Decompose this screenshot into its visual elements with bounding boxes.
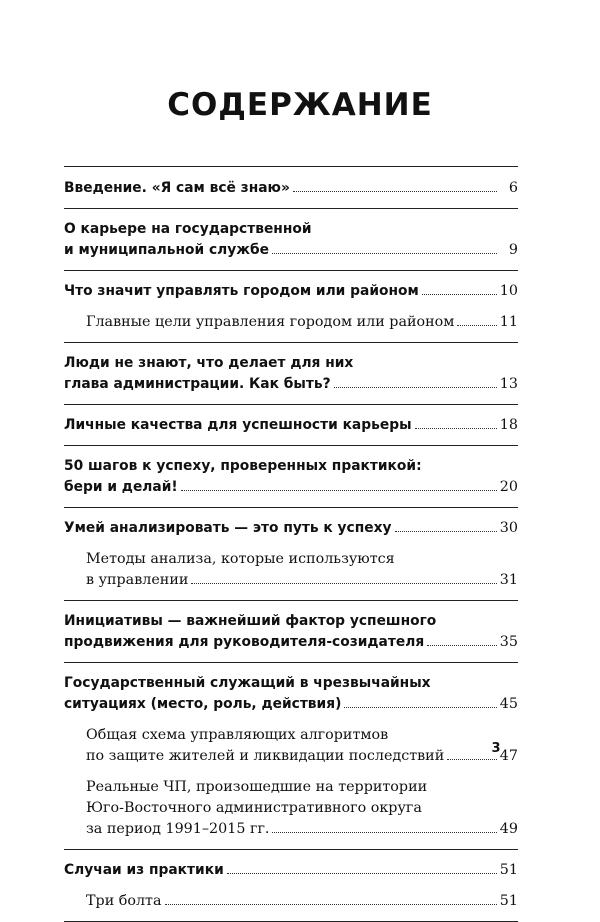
toc-section: [64, 850, 518, 922]
dot-leader: [422, 294, 497, 295]
toc-page-number: 9: [508, 242, 518, 258]
toc-entry-text: Главные цели управления городом или районом: [86, 314, 455, 330]
toc-page-number: 47: [499, 748, 518, 764]
toc-entry-text: продвижения для руководителя-созидателя: [64, 634, 425, 650]
toc-entry-text: О карьере на государственной: [64, 221, 312, 237]
toc-section: [64, 508, 518, 601]
toc-entry-text: Три болта: [86, 893, 162, 909]
dot-leader: [293, 191, 497, 192]
toc-entry-text: по защите жителей и ликвидации последствий: [86, 748, 445, 764]
toc-entry-text: и муниципальной службе: [64, 242, 269, 258]
toc-page-number: 31: [499, 572, 518, 588]
toc-subsection[interactable]: [64, 891, 518, 912]
top-rule: [64, 166, 518, 167]
toc-section: [64, 405, 518, 446]
toc-entry-text: Методы анализа, которые используются: [86, 551, 395, 567]
toc-page-number: 18: [499, 417, 518, 433]
toc-entry-text: Умей анализировать — это путь к успеху: [64, 520, 392, 536]
page-title: СОДЕРЖАНИЕ: [167, 87, 433, 123]
dot-leader: [227, 873, 497, 874]
dot-leader: [447, 759, 497, 760]
toc-section: [64, 178, 518, 209]
dot-leader: [272, 253, 497, 254]
toc-chapter[interactable]: [64, 860, 518, 881]
dot-leader: [272, 832, 496, 833]
toc-section: [64, 663, 518, 850]
toc-entry-text: Введение. «Я сам всё знаю»: [64, 180, 290, 196]
toc-subsection[interactable]: [64, 549, 518, 591]
dot-leader: [181, 490, 497, 491]
toc-chapter[interactable]: [64, 518, 518, 539]
toc-section: [64, 271, 518, 343]
toc-entry-text: Государственный служащий в чрезвычайных: [64, 675, 431, 691]
dot-leader: [415, 428, 497, 429]
toc-page-number: 49: [499, 821, 518, 837]
dot-leader: [165, 904, 497, 905]
toc-chapter[interactable]: [64, 673, 518, 715]
toc-page-number: 30: [499, 520, 518, 536]
toc-chapter[interactable]: [64, 178, 518, 199]
toc-page-number: 10: [499, 283, 518, 299]
dot-leader: [395, 531, 497, 532]
toc-page-number: 35: [499, 634, 518, 650]
toc-entry-text: Что значит управлять городом или районом: [64, 283, 419, 299]
toc-entry-text: Юго-Восточного административного округа: [86, 800, 422, 816]
toc-page-number: 11: [499, 314, 518, 330]
toc-entry-text: Личные качества для успешности карьеры: [64, 417, 412, 433]
toc-entry-text: бери и делай!: [64, 479, 178, 495]
toc-entry-text: за период 1991–2015 гг.: [86, 821, 270, 837]
table-of-contents: [64, 166, 518, 922]
dot-leader: [457, 325, 496, 326]
dot-leader: [191, 583, 496, 584]
toc-entry-text: в управлении: [86, 572, 189, 588]
toc-subsection[interactable]: [64, 312, 518, 333]
toc-section: [64, 343, 518, 405]
toc-page-number: 13: [499, 376, 518, 392]
toc-chapter[interactable]: [64, 456, 518, 498]
dot-leader: [334, 387, 497, 388]
toc-section: [64, 601, 518, 663]
dot-leader: [344, 707, 496, 708]
toc-entry-text: 50 шагов к успеху, проверенных практикой:: [64, 458, 422, 474]
toc-section: [64, 209, 518, 271]
toc-entry-text: глава администрации. Как быть?: [64, 376, 331, 392]
toc-page-number: 20: [499, 479, 518, 495]
toc-subsection[interactable]: [64, 725, 518, 767]
toc-entry-text: Реальные ЧП, произошедшие на территории: [86, 779, 428, 795]
toc-entry-text: Люди не знают, что делает для них: [64, 355, 354, 371]
toc-chapter[interactable]: [64, 281, 518, 302]
toc-page-number: 6: [508, 180, 518, 196]
toc-chapter[interactable]: [64, 611, 518, 653]
page-number: 3: [491, 741, 501, 756]
toc-page-number: 51: [499, 862, 518, 878]
toc-chapter[interactable]: [64, 353, 518, 395]
toc-entry-text: Случаи из практики: [64, 862, 224, 878]
toc-subsection[interactable]: [64, 777, 518, 840]
toc-page-number: 51: [499, 893, 518, 909]
dot-leader: [427, 645, 497, 646]
toc-entry-text: Общая схема управляющих алгоритмов: [86, 727, 389, 743]
toc-section: [64, 446, 518, 508]
toc-chapter[interactable]: [64, 219, 518, 261]
toc-page-number: 45: [499, 696, 518, 712]
toc-entry-text: Инициативы — важнейший фактор успешного: [64, 613, 437, 629]
toc-chapter[interactable]: [64, 415, 518, 436]
toc-entry-text: ситуациях (место, роль, действия): [64, 696, 342, 712]
